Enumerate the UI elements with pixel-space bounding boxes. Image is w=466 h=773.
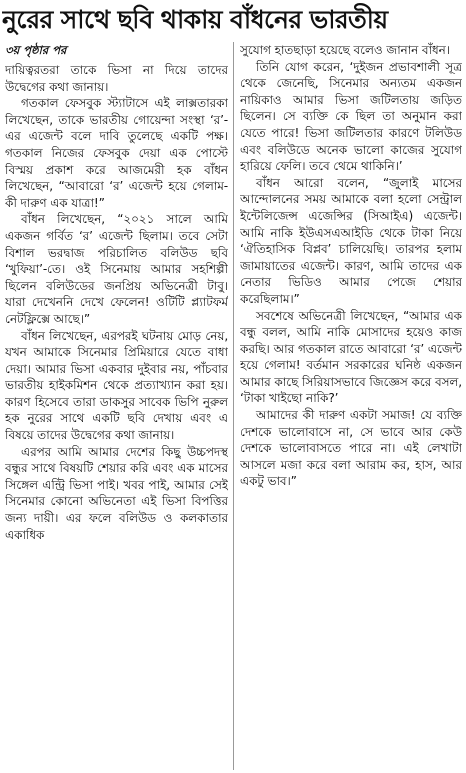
article-paragraph: তিনি যোগ করেন, ‘দুইজন প্রভাবশালী সূত্র থেকে জেনেছি, সিনেমার অন্যতম একজন নায়িকাও আমার ভিসা জটিলতায় জড়িত ছিলেন। সে ব্যক্তি কে ছিল তা অনুমান করা যেতে পারে! ভিসা জটিলতার কারণে টলিউড এবং বলিউডে অনেক ভালো কাজের সুযোগ হারিয়ে ফেলি। তবে থেমে থাকিনি।’: [240, 59, 462, 174]
article-paragraph: দায়িত্বরতরা তাকে ভিসা না দিয়ে তাদের উদ্বেগের কথা জানায়।: [5, 63, 228, 94]
article-paragraph: এরপর আমি আমার দেশের কিছু উচ্চপদস্থ বন্ধুর সাথে বিষয়টি শেয়ার করি এবং এক মাসের সিঙ্গেল এন্ট্রি ভিসা পাই। খবর পাই, আমার সেই সিনেমার কোনো অভিনেতা এই ভিসা বিপত্তির জন্য দায়ী। এর ফলে বলিউড ও কলকাতার একাধিক: [5, 444, 228, 542]
article-paragraph: সুযোগ হাতছাড়া হয়েছে বলেও জানান বাঁধন।: [240, 43, 450, 57]
headline: নুরের সাথে ছবি থাকায় বাঁধনের ভারতীয়: [2, 5, 388, 34]
article-paragraph: গতকাল ফেসবুক স্ট্যাটাসে এই লাক্সতারকা লিখেছেন, তাকে ভারতীয় গোয়েন্দা সংস্থা ‘র’-এর এজেন্ট বলে দাবি তুলেছে একটি পক্ষ। গতকাল নিজের ফেসবুক দেয়া এক পোস্টে বিস্ময় প্রকাশ করে আজমেরী হক বাঁধন লিখেছেন, “আবারো ‘র’ এজেন্ট হয়ে গেলাম- কী দারুণ এক যাত্রা!”: [5, 96, 228, 210]
column-divider: [233, 42, 234, 770]
article-column-right: [240, 42, 462, 770]
article-paragraph: বাঁধন আরো বলেন, “জুলাই মাসের আন্দোলনের সময় আমাকে বলা হলো সেন্ট্রাল ইন্টেলিজেন্স এজেন্সির (সিআইএ) এজেন্ট। আমি নাকি ইউএসএআইডি থেকে টাকা নিয়ে ‘ঐতিহাসিক বিপ্লব’ চালিয়েছি। তারপর হলাম জামায়াতের এজেন্ট। কারণ, আমি তাদের এক নেতার ভিডিও আমার পেজে শেয়ার করেছিলাম।”: [240, 175, 462, 306]
continued-from-label: ৩য় পৃষ্ঠার পর: [5, 43, 67, 57]
article-paragraph: সবশেষে অভিনেত্রী লিখেছেন, “আমার এক বন্ধু বলল, আমি নাকি মোসাদের হয়েও কাজ করছি। আর গতকাল রাতে আবারো ‘র’ এজেন্ট হয়ে গেলাম! বর্তমান সরকারের ঘনিষ্ঠ একজন আমার কাছে সিরিয়াসভাবে জিজ্ঞেস করে বসল, ‘টাকা খাইছো নাকি?’: [240, 308, 462, 406]
article-column-left: [5, 42, 228, 770]
article-paragraph: আমাদের কী দারুণ একটা সমাজ! যে ব্যক্তি দেশকে ভালোবাসে না, সে ভাবে আর কেউ দেশকে ভালোবাসতে পারে না। এই লেখাটা আসলে মজা করে বলা আরাম কর, হাস, আর একটু ভাব।”: [240, 408, 462, 489]
article-paragraph: বাঁধন লিখেছেন, এরপরই ঘটনায় মোড় নেয়, যখন আমাকে সিনেমার প্রিমিয়ারে যেতে বাধা দেয়া। আমার ভিসা একবার দুইবার নয়, পাঁচবার ভারতীয় হাইকমিশন থেকে প্রত্যাখ্যান করা হয়। কারণ হিসেবে তারা ডাকসুর সাবেক ভিপি নুরুল হক নুরের সাথে একটি ছবি দেখায় এবং এ বিষয়ে তাদের উদ্বেগের কথা জানায়।: [5, 328, 228, 443]
article-paragraph: বাঁধন লিখেছেন, “২০২১ সালে আমি একজন গর্বিত ‘র’ এজেন্ট ছিলাম। তবে সেটা বিশাল ভরদ্বাজ পরিচালিত বলিউড ছবি ‘খুফিয়া’-তে। ওই সিনেমায় আমার সহশিল্পী ছিলেন বলিউডের জনপ্রিয় অভিনেত্রী টাবু। যারা দেখেননি দেখে ফেলেন! ওটিটি প্ল্যাটফর্ম নেটফ্লিক্সে আছে।”: [5, 212, 228, 326]
